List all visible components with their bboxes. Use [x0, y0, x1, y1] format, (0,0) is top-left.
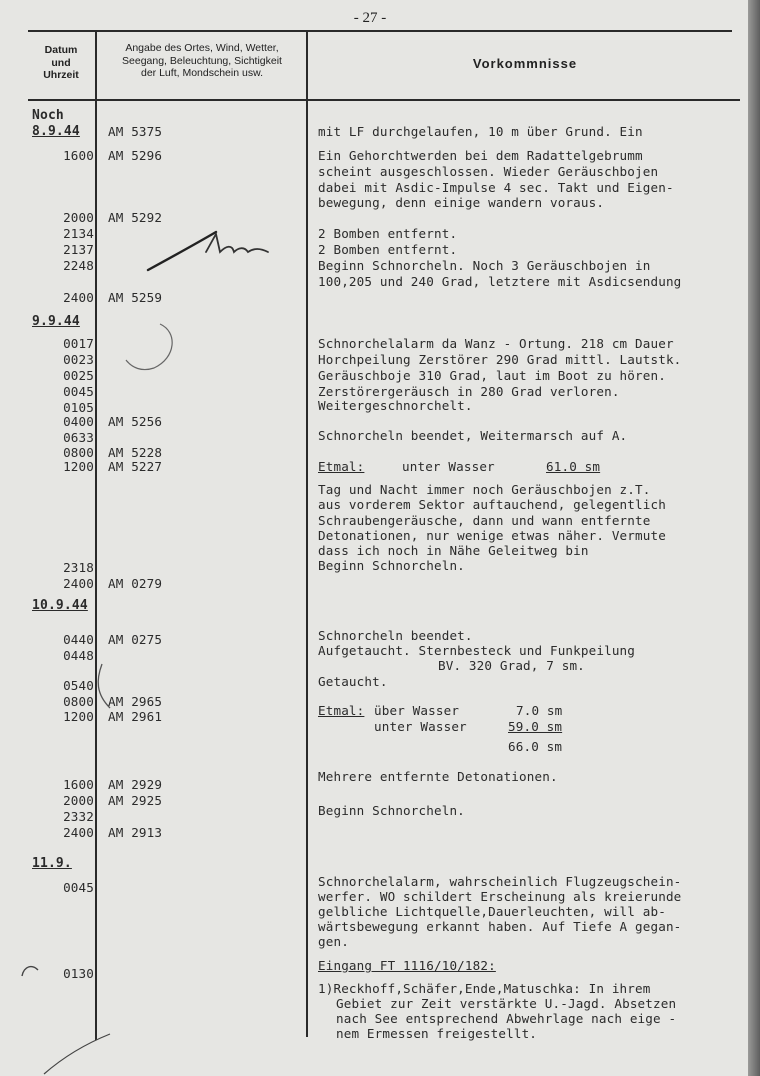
time-entry: 2400	[63, 825, 94, 840]
pencil-mark	[118, 318, 188, 378]
time-entry: 0448	[63, 648, 94, 663]
entry-line: nem Ermessen freigestellt.	[336, 1026, 538, 1041]
etmal-unter-wasser-value: 59.0 sm	[508, 719, 563, 734]
date-10-9-44: 10.9.44	[32, 598, 88, 613]
entry-line: 1)Reckhoff,Schäfer,Ende,Matuschka: In ihrem	[318, 981, 651, 996]
entry-line: Getaucht.	[318, 674, 388, 689]
table-top-border	[28, 30, 732, 32]
date-noch: Noch	[32, 108, 64, 123]
time-entry: 0017	[63, 336, 94, 351]
etmal-label: Etmal:	[318, 703, 365, 718]
etmal-value: 61.0 sm	[546, 459, 601, 474]
grid-position: AM 5259	[108, 290, 163, 305]
time-entry: 1600	[63, 777, 94, 792]
time-entry: 1600	[63, 148, 94, 163]
date-11-9: 11.9.	[32, 856, 72, 871]
time-entry: 0800	[63, 445, 94, 460]
entry-line: mit LF durchgelaufen, 10 m über Grund. Ein	[318, 124, 643, 139]
entry-line: Schnorchelalarm da Wanz - Ortung. 218 cm Dauer	[318, 336, 674, 351]
entry-line: Geräuschboje 310 Grad, laut im Boot zu hören.	[318, 368, 666, 383]
grid-position: AM 5227	[108, 459, 163, 474]
header-vorkommnisse: Vorkommnisse	[472, 56, 578, 71]
entry-line: Beginn Schnorcheln. Noch 3 Geräuschbojen in	[318, 258, 651, 273]
entry-line: Schraubengeräusche, dann und wann entfernte	[318, 513, 651, 528]
time-entry: 1200	[63, 709, 94, 724]
entry-line: aus vorderem Sektor auftauchend, gelegentlich	[318, 497, 666, 512]
header-bottom-border	[28, 99, 740, 101]
entry-line: scheint ausgeschlossen. Wieder Geräuschbojen	[318, 164, 659, 179]
grid-position: AM 5256	[108, 414, 163, 429]
entry-line: 100,205 und 240 Grad, letztere mit Asdicsendung	[318, 274, 682, 289]
time-entry: 2400	[63, 290, 94, 305]
time-entry: 0130	[63, 966, 94, 981]
time-entry: 2000	[63, 210, 94, 225]
entry-line: nach See entsprechend Abwehrlage nach eige -	[336, 1011, 677, 1026]
entry-line: wärtsbewegung erkannt haben. Auf Tiefe A gegan-	[318, 919, 682, 934]
time-entry: 2134	[63, 226, 94, 241]
entry-line: dabei mit Asdic-Impulse 4 sec. Takt und Eigen-	[318, 180, 674, 195]
column-divider-2	[306, 32, 308, 1037]
entry-line: Gebiet zur Zeit verstärkte U.-Jagd. Absetzen	[336, 996, 677, 1011]
entry-line: Detonationen, nur wenige etwas näher. Vermute	[318, 528, 666, 543]
time-entry: 2400	[63, 576, 94, 591]
time-entry: 2000	[63, 793, 94, 808]
handwritten-signature	[140, 218, 280, 278]
entry-line: werfer. WO schildert Erscheinung als kreierunde	[318, 889, 682, 904]
radio-message-heading: Eingang FT 1116/10/182:	[318, 958, 496, 973]
page-number: - 27 -	[353, 10, 387, 26]
time-entry: 2318	[63, 560, 94, 575]
entry-line: Tag und Nacht immer noch Geräuschbojen z.T.	[318, 482, 651, 497]
etmal-total-value: 66.0 sm	[508, 739, 563, 754]
time-entry: 0800	[63, 694, 94, 709]
grid-position: AM 0275	[108, 632, 163, 647]
grid-position: AM 5296	[108, 148, 163, 163]
grid-position: AM 5375	[108, 124, 163, 139]
grid-position: AM 0279	[108, 576, 163, 591]
time-entry: 0633	[63, 430, 94, 445]
time-entry: 0023	[63, 352, 94, 367]
time-entry: 0025	[63, 368, 94, 383]
time-entry: 2137	[63, 242, 94, 257]
time-entry: 0440	[63, 632, 94, 647]
grid-position: AM 5228	[108, 445, 163, 460]
time-entry: 0105	[63, 400, 94, 415]
entry-line: Aufgetaucht. Sternbesteck und Funkpeilung	[318, 643, 636, 658]
time-entry: 0540	[63, 678, 94, 693]
grid-position: AM 2913	[108, 825, 163, 840]
time-entry: 0045	[63, 880, 94, 895]
header-datum: Datum und Uhrzeit	[43, 44, 79, 81]
entry-line: Weitergeschnorchelt.	[318, 398, 473, 413]
column-divider-1	[95, 32, 97, 1040]
entry-line: Schnorchelalarm, wahrscheinlich Flugzeugschein-	[318, 874, 682, 889]
entry-line: gelbliche Lichtquelle,Dauerleuchten, will ab-	[318, 904, 666, 919]
etmal-ueber-wasser-label: über Wasser	[374, 703, 460, 718]
time-entry: 1200	[63, 459, 94, 474]
page-edge-shadow	[748, 0, 760, 1076]
etmal-unter-wasser-label: unter Wasser	[374, 719, 467, 734]
entry-line: Schnorcheln beendet.	[318, 628, 473, 643]
pencil-mark	[16, 956, 56, 986]
entry-line: Beginn Schnorcheln.	[318, 803, 465, 818]
entry-line: Mehrere entfernte Detonationen.	[318, 769, 558, 784]
entry-line: 2 Bomben entfernt.	[318, 226, 458, 241]
date-8-9-44: 8.9.44	[32, 124, 80, 139]
entry-line: dass ich noch in Nähe Geleitweg bin	[318, 543, 589, 558]
entry-line: Schnorcheln beendet, Weitermarsch auf A.	[318, 428, 628, 443]
time-entry: 0045	[63, 384, 94, 399]
pencil-mark	[40, 1030, 130, 1076]
entry-line: Ein Gehorchtwerden bei dem Radattelgebrumm	[318, 148, 643, 163]
grid-position: AM 2961	[108, 709, 163, 724]
etmal-ueber-wasser-value: 7.0 sm	[516, 703, 563, 718]
grid-position: AM 2965	[108, 694, 163, 709]
etmal-label: Etmal:	[318, 459, 365, 474]
entry-line: gen.	[318, 934, 349, 949]
time-entry: 0400	[63, 414, 94, 429]
time-entry: 2332	[63, 809, 94, 824]
entry-line: BV. 320 Grad, 7 sm.	[438, 658, 585, 673]
etmal-unter-wasser-label: unter Wasser	[402, 459, 495, 474]
header-ort: Angabe des Ortes, Wind, Wetter, Seegang, Beleuchtung, Sichtigkeit der Luft, Mondschein usw.	[122, 42, 282, 79]
grid-position: AM 5292	[108, 210, 163, 225]
entry-line: Horchpeilung Zerstörer 290 Grad mittl. Lautstk.	[318, 352, 682, 367]
entry-line: 2 Bomben entfernt.	[318, 242, 458, 257]
pencil-mark	[88, 660, 128, 720]
date-9-9-44: 9.9.44	[32, 314, 80, 329]
grid-position: AM 2925	[108, 793, 163, 808]
entry-line: Beginn Schnorcheln.	[318, 558, 465, 573]
entry-line: bewegung, denn einige wandern voraus.	[318, 195, 605, 210]
grid-position: AM 2929	[108, 777, 163, 792]
entry-line: Zerstörergeräusch in 280 Grad verloren.	[318, 384, 620, 399]
time-entry: 2248	[63, 258, 94, 273]
